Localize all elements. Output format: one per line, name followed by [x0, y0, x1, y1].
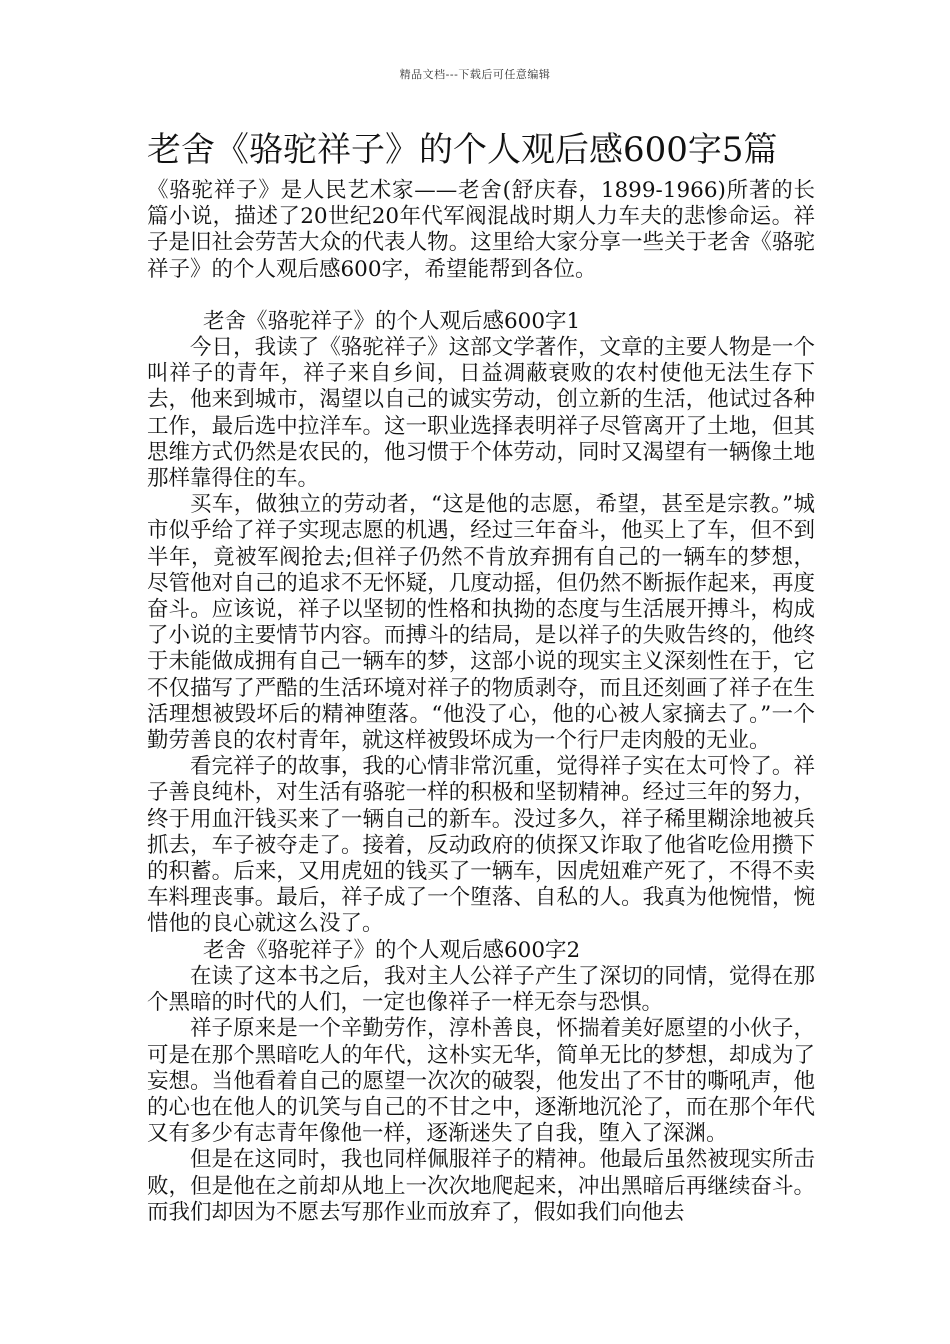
section1-paragraph: 今日，我读了《骆驼祥子》这部文学著作，文章的主要人物是一个叫祥子的青年，祥子来自乡间，日益凋蔽衰败的农村使他无法生存下去，他来到城市，渴望以自己的诚实劳动，创立新的生活，他试过各种工作，最后选中拉洋车。这一职业选择表明祥子尽管离开了土地，但其思维方式仍然是农民的，他习惯于个体劳动，同时又渴望有一辆像土地那样靠得住的车。 — [147, 335, 815, 492]
section1-paragraph: 买车，做独立的劳动者，“这是他的志愿，希望，甚至是宗教。”城市似乎给了祥子实现志愿的机遇，经过三年奋斗，他买上了车，但不到半年，竟被军阀抢去;但祥子仍然不肯放弃拥有自己的一辆车的梦想，尽管他对自己的追求不无怀疑，几度动摇，但仍然不断振作起来，再度奋斗。应该说，祥子以坚韧的性格和执拗的态度与生活展开搏斗，构成了小说的主要情节内容。而搏斗的结局，是以祥子的失败告终的，他终于未能做成拥有自己一辆车的梦，这部小说的现实主义深刻性在于，它不仅描写了严酷的生活环境对祥子的物质剥夺，而且还刻画了祥子在生活理想被毁坏后的精神堕落。“他没了心，他的心被人家摘去了。”一个勤劳善良的农村青年，就这样被毁坏成为一个行尸走肉般的无业。 — [147, 492, 815, 754]
section2-paragraph: 在读了这本书之后，我对主人公祥子产生了深切的同情，觉得在那个黑暗的时代的人们，一定也像祥子一样无奈与恐惧。 — [147, 963, 815, 1016]
intro-paragraph: 《骆驼祥子》是人民艺术家——老舍(舒庆春，1899-1966)所著的长篇小说，描述了20世纪20年代军阀混战时期人力车夫的悲惨命运。祥子是旧社会劳苦大众的代表人物。这里给大家分享一些关于老舍《骆驼祥子》的个人观后感600字，希望能帮到各位。 — [147, 178, 815, 282]
section2-paragraph: 但是在这同时，我也同样佩服祥子的精神。他最后虽然被现实所击败，但是他在之前却从地上一次次地爬起来，冲出黑暗后再继续奋斗。而我们却因为不愿去写那作业而放弃了，假如我们向他去 — [147, 1147, 815, 1225]
document-title: 老舍《骆驼祥子》的个人观后感600字5篇 — [147, 130, 778, 170]
header-note: 精品文档---下载后可任意编辑 — [399, 68, 551, 81]
section1-paragraph: 看完祥子的故事，我的心情非常沉重，觉得祥子实在太可怜了。祥子善良纯朴，对生活有骆驼一样的积极和坚韧精神。经过三年的努力，终于用血汗钱买来了一辆自己的新车。没过多久，祥子稀里糊涂地被兵抓去，车子被夺走了。接着，反动政府的侦探又诈取了他省吃俭用攒下的积蓄。后来，又用虎妞的钱买了一辆车，因虎妞难产死了，不得不卖车料理丧事。最后，祥子成了一个堕落、自私的人。我真为他惋惜，惋惜他的良心就这么没了。 — [147, 754, 815, 937]
section-heading-2: 老舍《骆驼祥子》的个人观后感600字2 — [203, 937, 581, 963]
section2-paragraph: 祥子原来是一个辛勤劳作，淳朴善良，怀揣着美好愿望的小伙子，可是在那个黑暗吃人的年代，这朴实无华，简单无比的梦想，却成为了妄想。当他看着自己的愿望一次次的破裂，他发出了不甘的嘶吼声，他的心也在他人的讥笑与自己的不甘之中，逐渐地沉沦了，而在那个年代又有多少有志青年像他一样，逐渐迷失了自我，堕入了深渊。 — [147, 1016, 815, 1147]
section-heading-1: 老舍《骆驼祥子》的个人观后感600字1 — [203, 308, 581, 334]
document-body — [147, 178, 815, 1226]
paragraph-spacer — [147, 283, 815, 309]
